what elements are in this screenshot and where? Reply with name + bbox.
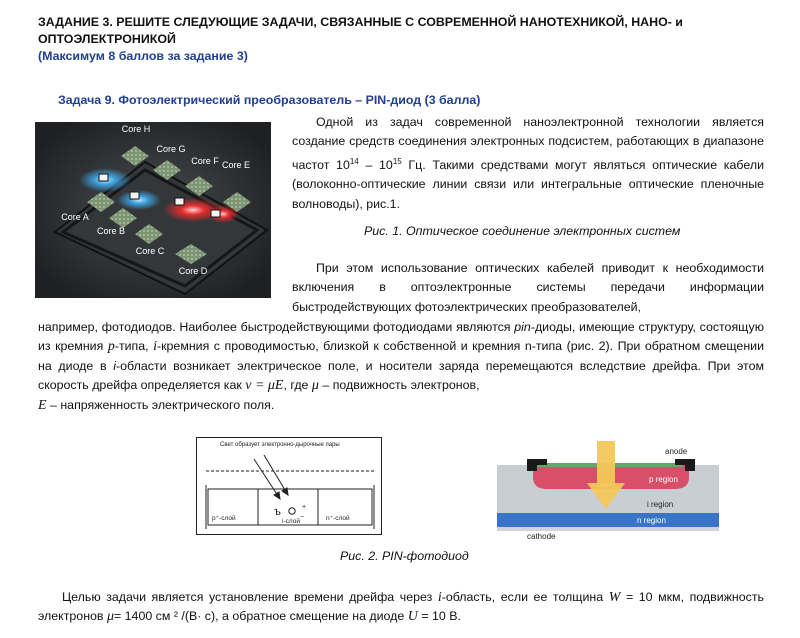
n-region-label: n region (637, 516, 666, 525)
light-creates-pairs-label: Свет образует электронно-дырочные пары (220, 442, 340, 448)
core-b-label: Core B (96, 226, 126, 236)
figure-1-optical-interconnect (35, 122, 271, 298)
core-c-label: Core C (135, 246, 165, 256)
core-e-label: Core E (221, 160, 251, 170)
svg-text:n region (637, 516, 666, 525)
paragraph-intro: Одной из задач современной наноэлектронной технологии является создание средств соединения электронных подсистем, работающих в диапазоне частот $10^{14} - 10^{15}$ Гц. Такими средствами могут являться оптические кабели (волоконно-оптические линии связи или интегральные оптические пленочные волноводы), рис.1. (292, 115, 764, 211)
svg-text:Core D (179, 266, 208, 276)
i-layer-label: i-слой (282, 518, 300, 525)
svg-text:Core E (222, 160, 250, 170)
svg-text:Core H (122, 124, 151, 134)
svg-text:i-слой (282, 517, 300, 525)
core-g-label: Core G (156, 144, 186, 154)
anode-label: anode (665, 447, 688, 456)
svg-text:Core C (136, 246, 165, 256)
i-region-label: i region (647, 500, 674, 509)
svg-text:n⁺-слой (326, 514, 350, 522)
svg-text:Core G (156, 144, 185, 154)
svg-text:Свет образует электронно-дыроч (220, 442, 340, 448)
figure-2-caption: Рис. 2. PIN-фотодиод (340, 549, 469, 563)
core-d-label: Core D (178, 266, 208, 276)
core-h-label: Core H (121, 124, 151, 134)
svg-text:Core F (191, 156, 219, 166)
svg-text:+: + (302, 504, 307, 511)
drift-velocity-formula: v = μE (245, 378, 284, 394)
svg-text:i region (647, 500, 673, 509)
assignment-max-points: (Максимум 8 баллов за задание 3) (38, 49, 248, 63)
cathode-label: cathode (527, 532, 556, 541)
svg-text:p region (649, 475, 678, 484)
core-f-label: Core F (191, 156, 219, 166)
core-a-label: Core A (61, 212, 89, 222)
svg-text:p⁺-слой (212, 514, 236, 522)
svg-text:Core B (97, 226, 125, 236)
paragraph-optical-cables: При этом использование оптических кабелей приводит к необходимости включения в оптоэлектронные системы передачи информации быстродействующих фотоэлектрических преобразователей, (292, 261, 764, 314)
paragraph-problem-statement: Целью задачи является установление времени дрейфа через i-область, если ее толщина W = 10 мкм, подвижность электронов μ= 1400 см ² /(В· с), а обратное смещение на диоде U = 10 В. (38, 590, 764, 625)
p-layer-label: p⁺-слой (212, 515, 236, 522)
svg-text:−: − (300, 514, 305, 521)
figure-2-pin-schematic (196, 437, 382, 535)
task-title: Задача 9. Фотоэлектрический преобразователь – PIN-диод (3 балла) (58, 93, 481, 107)
figure-2-pin-cross-section (497, 441, 719, 541)
assignment-header (38, 14, 768, 65)
p-region-label: p region (649, 475, 678, 484)
svg-text:Core A (61, 212, 89, 222)
svg-text:anode (665, 447, 688, 456)
assignment-title: ЗАДАНИЕ 3. РЕШИТЕ СЛЕДУЮЩИЕ ЗАДАЧИ, СВЯЗАННЫЕ С СОВРЕМЕННОЙ НАНОТЕХНИКОЙ, НАНО- и ОПТОЭЛЕКТРОНИКОЙ (38, 15, 683, 46)
svg-text:ъ: ъ (274, 506, 281, 518)
paragraph-pin-diode: например, фотодиодов. Наиболее быстродействующими фотодиодами являются pin-диоды, имеющие структуру, состоящую из кремния p-типа, i-кремния с проводимостью, близкой к собственной и кремния n-типа (рис. 2). При обратном смещении на диоде в i-области возникает электрическое поле, и носители заряда перемещаются вследствие дрейфа. При этом скорость дрейфа определяется как v = μE, где μ – подвижность электронов, E – напряженность электрического поля. (38, 320, 765, 413)
figure-1-caption: Рис. 1. Оптическое соединение электронных систем (364, 224, 681, 238)
svg-text:cathode (527, 532, 556, 541)
n-layer-label: n⁺-слой (326, 515, 350, 522)
